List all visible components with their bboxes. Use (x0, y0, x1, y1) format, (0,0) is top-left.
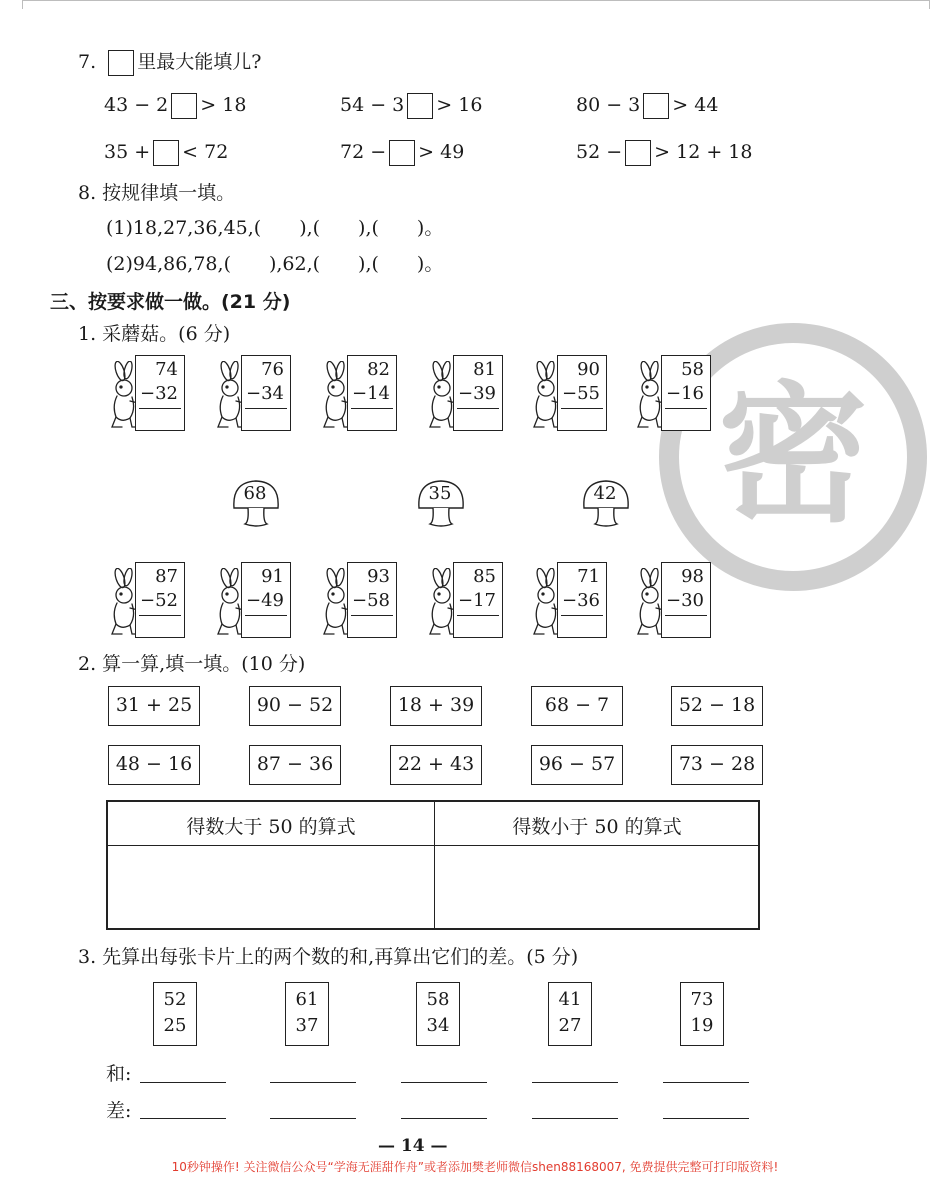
answer-space[interactable] (454, 617, 502, 637)
footer-note: 10秒钟操作! 关注微信公众号“学海无涯甜作舟”或者添加樊老师微信shen88168007, 免费提供完整可打印版资料! (171, 1160, 779, 1174)
rabbit-problem (426, 355, 504, 437)
minuend: 81 (473, 359, 496, 380)
subtraction-card (453, 562, 503, 638)
inequality-left: 52 − (576, 141, 623, 163)
mushroom[interactable] (415, 478, 467, 530)
minuend: 76 (261, 359, 284, 380)
rabbit-problem (108, 562, 186, 644)
answer-space[interactable] (558, 617, 606, 637)
subtrahend: −16 (666, 383, 704, 404)
difference-blank[interactable] (401, 1118, 487, 1119)
subtrahend: −49 (246, 590, 284, 611)
inequality-right: > 16 (436, 94, 483, 116)
answer-box[interactable] (625, 140, 651, 166)
answer-space[interactable] (136, 617, 184, 637)
minuend: 90 (577, 359, 600, 380)
mushroom-number: 42 (593, 483, 617, 504)
inequality (576, 92, 718, 119)
q7-heading (78, 49, 261, 76)
rabbit-problem (530, 355, 608, 437)
result-line (457, 408, 499, 409)
result-line (665, 615, 707, 616)
expression-box[interactable]: 18 + 39 (390, 686, 482, 726)
rabbit-problem (426, 562, 504, 644)
minuend: 82 (367, 359, 390, 380)
number-card (548, 982, 592, 1046)
difference-blank[interactable] (140, 1118, 226, 1119)
inequality (104, 92, 246, 119)
card-number-bottom: 37 (295, 1015, 319, 1036)
inequality (340, 139, 464, 166)
table-header-rule (108, 845, 758, 846)
number-card (285, 982, 329, 1046)
inequality-left: 35 + (104, 141, 151, 163)
minuend: 58 (681, 359, 704, 380)
inequality-left: 80 − 3 (576, 94, 641, 116)
rabbit-problem (108, 355, 186, 437)
subtraction-card (453, 355, 503, 431)
answer-space[interactable] (348, 617, 396, 637)
minuend: 85 (473, 566, 496, 587)
mushroom-number: 68 (243, 483, 267, 504)
inequality-right: < 72 (182, 141, 229, 163)
card-number-top: 58 (426, 989, 450, 1010)
svg-text:密: 密 (717, 369, 869, 543)
subtraction-card (135, 355, 185, 431)
sum-blank[interactable] (270, 1082, 356, 1083)
answer-space[interactable] (348, 410, 396, 430)
subtraction-card (347, 562, 397, 638)
subtrahend: −30 (666, 590, 704, 611)
expression-box[interactable]: 22 + 43 (390, 745, 482, 785)
diff-label: 差: (106, 1100, 132, 1122)
result-line (665, 408, 707, 409)
page-number: — 14 — (378, 1136, 448, 1156)
expression-box[interactable]: 87 − 36 (249, 745, 341, 785)
q8-sequence-1: (1)18,27,36,45,( ),( ),( )。 (106, 217, 444, 239)
greater-answer-cell[interactable] (108, 847, 434, 928)
minuend: 98 (681, 566, 704, 587)
sum-blank[interactable] (532, 1082, 618, 1083)
subtraction-card (347, 355, 397, 431)
result-line (457, 615, 499, 616)
rabbit-problem (320, 562, 398, 644)
subtraction-card (661, 562, 711, 638)
difference-blank[interactable] (532, 1118, 618, 1119)
subtrahend: −58 (352, 590, 390, 611)
inequality (576, 139, 752, 166)
table-header-greater: 得数大于 50 的算式 (186, 816, 356, 838)
rabbit-problem (214, 355, 292, 437)
subtrahend: −36 (562, 590, 600, 611)
inequality-right: > 12 + 18 (654, 141, 753, 163)
result-line (561, 408, 603, 409)
inequality-right: > 18 (200, 94, 247, 116)
rabbit-problem (634, 355, 712, 437)
expression-box[interactable]: 96 − 57 (531, 745, 623, 785)
mushroom[interactable] (230, 478, 282, 530)
subtrahend: −34 (246, 383, 284, 404)
card-number-top: 52 (163, 989, 187, 1010)
subtraction-card (661, 355, 711, 431)
result-line (139, 615, 181, 616)
rabbit-problem (634, 562, 712, 644)
rabbit-problem (530, 562, 608, 644)
number-card (680, 982, 724, 1046)
card-number-bottom: 19 (690, 1015, 714, 1036)
result-line (139, 408, 181, 409)
q8-sequence-2: (2)94,86,78,( ),62,( ),( )。 (106, 253, 444, 275)
inequality-left: 54 − 3 (340, 94, 405, 116)
s2-title: 2. 算一算,填一填。(10 分) (78, 653, 306, 675)
subtraction-card (241, 355, 291, 431)
answer-box[interactable] (643, 93, 669, 119)
result-line (245, 615, 287, 616)
mushroom-number: 35 (428, 483, 452, 504)
expression-box[interactable]: 68 − 7 (531, 686, 623, 726)
answer-box[interactable] (171, 93, 197, 119)
expression-box[interactable]: 31 + 25 (108, 686, 200, 726)
subtrahend: −39 (458, 383, 496, 404)
card-number-top: 73 (690, 989, 714, 1010)
expression-box[interactable]: 48 − 16 (108, 745, 200, 785)
q8-title: 8. 按规律填一填。 (78, 182, 236, 204)
subtraction-card (557, 355, 607, 431)
sum-blank[interactable] (140, 1082, 226, 1083)
inequality-left: 72 − (340, 141, 387, 163)
card-number-top: 41 (558, 989, 582, 1010)
section-3-title: 三、按要求做一做。(21 分) (50, 291, 291, 313)
result-line (351, 408, 393, 409)
answer-space[interactable] (454, 410, 502, 430)
subtrahend: −32 (140, 383, 178, 404)
card-number-top: 61 (295, 989, 319, 1010)
card-number-bottom: 27 (558, 1015, 582, 1036)
result-line (351, 615, 393, 616)
rabbit-problem (214, 562, 292, 644)
minuend: 93 (367, 566, 390, 587)
subtraction-card (557, 562, 607, 638)
subtrahend: −17 (458, 590, 496, 611)
number-card (416, 982, 460, 1046)
s3-title: 3. 先算出每张卡片上的两个数的和,再算出它们的差。(5 分) (78, 946, 579, 968)
card-number-bottom: 25 (163, 1015, 187, 1036)
expression-box[interactable]: 90 − 52 (249, 686, 341, 726)
inequality-right: > 44 (672, 94, 719, 116)
rabbit-problem (320, 355, 398, 437)
answer-space[interactable] (662, 410, 710, 430)
q7-prompt: 里最大能填儿? (137, 51, 262, 73)
answer-space[interactable] (662, 617, 710, 637)
answer-box[interactable] (389, 140, 415, 166)
page-frame (22, 0, 930, 9)
subtraction-card (135, 562, 185, 638)
answer-box[interactable] (153, 140, 179, 166)
minuend: 71 (577, 566, 600, 587)
difference-blank[interactable] (270, 1118, 356, 1119)
minuend: 91 (261, 566, 284, 587)
expression-box[interactable]: 52 − 18 (671, 686, 763, 726)
subtrahend: −55 (562, 383, 600, 404)
result-line (561, 615, 603, 616)
number-card (153, 982, 197, 1046)
inequality-left: 43 − 2 (104, 94, 169, 116)
answer-box[interactable] (108, 50, 134, 76)
subtraction-card (241, 562, 291, 638)
minuend: 87 (155, 566, 178, 587)
mushroom[interactable] (580, 478, 632, 530)
card-number-bottom: 34 (426, 1015, 450, 1036)
subtrahend: −14 (352, 383, 390, 404)
answer-box[interactable] (407, 93, 433, 119)
answer-space[interactable] (558, 410, 606, 430)
sorting-table (106, 800, 760, 930)
difference-blank[interactable] (663, 1118, 749, 1119)
q7-number: 7. (78, 51, 97, 73)
result-line (245, 408, 287, 409)
sum-label: 和: (106, 1063, 132, 1085)
subtrahend: −52 (140, 590, 178, 611)
s1-title: 1. 采蘑菇。(6 分) (78, 323, 231, 345)
expression-box[interactable]: 73 − 28 (671, 745, 763, 785)
inequality (340, 92, 482, 119)
minuend: 74 (155, 359, 178, 380)
answer-space[interactable] (242, 617, 290, 637)
answer-space[interactable] (136, 410, 184, 430)
answer-space[interactable] (242, 410, 290, 430)
less-answer-cell[interactable] (436, 847, 758, 928)
inequality (104, 139, 228, 166)
sum-blank[interactable] (663, 1082, 749, 1083)
sum-blank[interactable] (401, 1082, 487, 1083)
inequality-right: > 49 (418, 141, 465, 163)
table-header-less: 得数小于 50 的算式 (512, 816, 682, 838)
